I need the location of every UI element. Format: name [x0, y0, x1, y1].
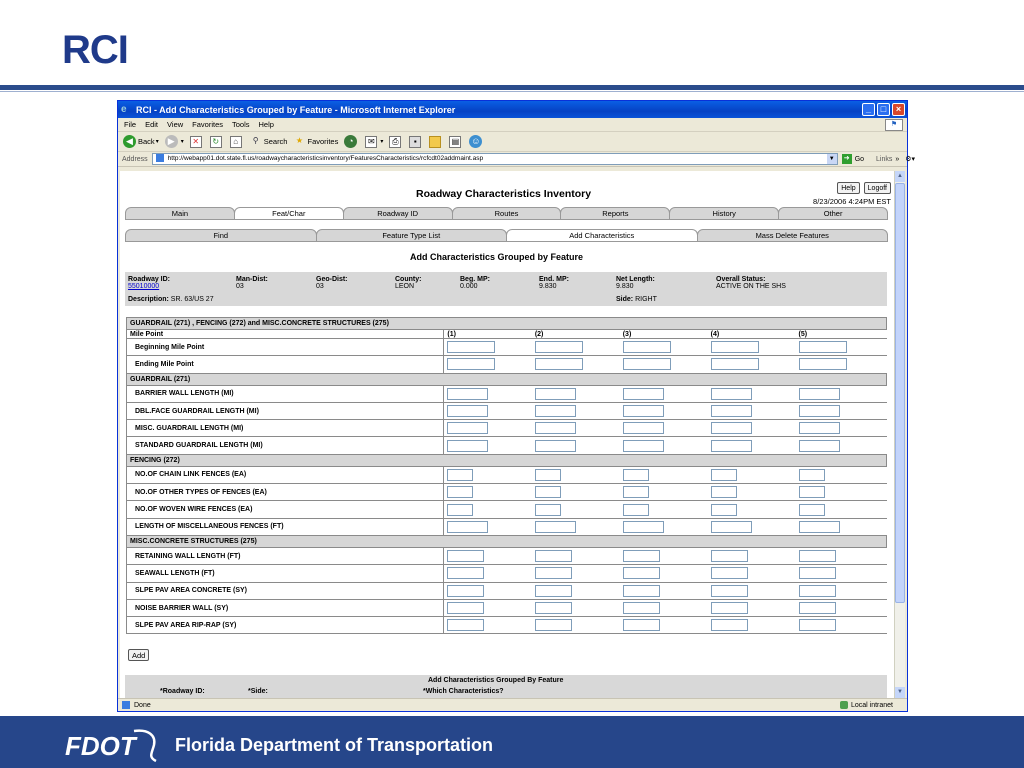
row-label: Ending Mile Point: [127, 356, 444, 373]
tab-other[interactable]: Other: [778, 207, 888, 220]
logoff-button[interactable]: Logoff: [864, 182, 891, 194]
slope-concrete-input[interactable]: [535, 585, 572, 597]
address-input[interactable]: http://webapp01.dot.state.fl.us/roadwaycharacteristicsinventory/FeaturesCharacteristics/rcfcdt02addmaint.asp ▼: [152, 153, 838, 165]
table-row: [127, 501, 887, 518]
table-row: [127, 518, 887, 535]
row-label: NO.OF WOVEN WIRE FENCES (EA): [127, 501, 444, 518]
footer-text: Florida Department of Transportation: [175, 735, 494, 755]
vertical-scrollbar[interactable]: [894, 171, 905, 698]
other-fences-input[interactable]: [711, 486, 737, 498]
misc-guardrail-input[interactable]: [535, 422, 576, 434]
tab-add-characteristics[interactable]: Add Characteristics: [506, 229, 698, 242]
page-title: Roadway Characteristics Inventory: [416, 188, 592, 200]
overall-status-label: Overall Status:: [716, 276, 766, 283]
dbl-face-guardrail-input[interactable]: [623, 405, 664, 417]
misc-fences-input[interactable]: [711, 521, 752, 533]
seawall-input[interactable]: [535, 567, 572, 579]
begin-mp-input-2[interactable]: [535, 341, 583, 353]
maximize-icon[interactable]: □: [877, 103, 890, 116]
tab-mass-delete[interactable]: Mass Delete Features: [697, 229, 889, 242]
group-header: GUARDRAIL (271) , FENCING (272) and MISC.CONCRETE STRUCTURES (275): [127, 318, 887, 330]
man-dist-value: 03: [236, 283, 244, 290]
description-label: Description:: [128, 296, 169, 303]
retaining-wall-input[interactable]: [711, 550, 748, 562]
table-row: [127, 437, 887, 454]
end-mp-input-2[interactable]: [535, 358, 583, 370]
status-bar: [118, 698, 907, 711]
standard-guardrail-input[interactable]: [447, 440, 488, 452]
bottom-form-title: Add Characteristics Grouped By Feature: [428, 677, 564, 684]
misc-guardrail-input[interactable]: [447, 422, 488, 434]
address-label: Address: [122, 155, 148, 163]
noise-barrier-input[interactable]: [799, 602, 836, 614]
standard-guardrail-input[interactable]: [799, 440, 840, 452]
links-button[interactable]: Links: [876, 155, 893, 163]
noise-barrier-input[interactable]: [711, 602, 748, 614]
menu-file[interactable]: File: [124, 120, 137, 129]
table-row: [127, 420, 887, 437]
print-icon: ⎙: [389, 136, 401, 148]
table-row: [127, 356, 887, 373]
tab-feat-char[interactable]: Feat/Char: [234, 207, 344, 220]
end-mp-value: 9.830: [539, 283, 557, 290]
chain-link-input[interactable]: [535, 469, 561, 481]
menu-view[interactable]: View: [167, 120, 184, 129]
tab-routes[interactable]: Routes: [452, 207, 562, 220]
misc-guardrail-input[interactable]: [799, 422, 840, 434]
tab-history[interactable]: History: [669, 207, 779, 220]
scroll-up-icon[interactable]: ▲: [895, 171, 905, 182]
seawall-input[interactable]: [799, 567, 836, 579]
man-dist-label: Man-Dist:: [236, 276, 268, 283]
address-dropdown-icon[interactable]: ▼: [827, 154, 837, 164]
row-label: NO.OF OTHER TYPES OF FENCES (EA): [127, 484, 444, 501]
net-length-label: Net Length:: [616, 276, 655, 283]
woven-wire-input[interactable]: [711, 504, 737, 516]
characteristics-table: [126, 317, 887, 634]
beg-mp-label: Beg. MP:: [460, 276, 490, 283]
beg-mp-value: 0.000: [460, 283, 478, 290]
col-header-2: (2): [532, 330, 620, 339]
search-icon: ⚲: [252, 135, 259, 145]
chain-link-input[interactable]: [447, 469, 473, 481]
bottom-side-label: *Side:: [248, 688, 268, 695]
guardrail-header: GUARDRAIL (271): [127, 373, 887, 385]
row-label: SEAWALL LENGTH (FT): [127, 565, 444, 582]
add-button[interactable]: Add: [128, 649, 149, 661]
table-row: [127, 565, 887, 582]
chain-link-input[interactable]: [799, 469, 825, 481]
barrier-wall-input[interactable]: [447, 388, 488, 400]
go-arrow-icon[interactable]: ➜: [842, 154, 852, 164]
rip-rap-input[interactable]: [447, 619, 484, 631]
go-button[interactable]: Go: [854, 155, 865, 163]
scroll-down-icon[interactable]: ▼: [895, 687, 905, 698]
edit-icon: ▪: [409, 136, 421, 148]
other-fences-input[interactable]: [623, 486, 649, 498]
woven-wire-input[interactable]: [799, 504, 825, 516]
chevron-right-icon[interactable]: »: [895, 155, 900, 163]
geo-dist-label: Geo-Dist:: [316, 276, 348, 283]
page-datetime: 8/23/2006 4:24PM EST: [813, 197, 891, 206]
begin-mp-input-3[interactable]: [623, 341, 671, 353]
end-mp-input-4[interactable]: [711, 358, 759, 370]
woven-wire-input[interactable]: [535, 504, 561, 516]
col-header-1: (1): [444, 330, 532, 339]
begin-mp-input-1[interactable]: [447, 341, 495, 353]
dbl-face-guardrail-input[interactable]: [535, 405, 576, 417]
roadway-id-label: Roadway ID:: [128, 276, 171, 283]
noise-barrier-input[interactable]: [447, 602, 484, 614]
messenger-button[interactable]: [469, 135, 484, 148]
table-row: [127, 547, 887, 564]
row-label: Beginning Mile Point: [127, 339, 444, 356]
row-label: SLPE PAV AREA CONCRETE (SY): [127, 582, 444, 599]
other-fences-input[interactable]: [447, 486, 473, 498]
barrier-wall-input[interactable]: [623, 388, 664, 400]
end-mp-input-5[interactable]: [799, 358, 847, 370]
favorites-button[interactable]: ★ Favorites: [293, 136, 338, 148]
stop-icon: ✕: [190, 136, 202, 148]
print-button[interactable]: [389, 136, 403, 148]
messenger-icon: ☺: [471, 136, 481, 146]
menu-tools[interactable]: Tools: [232, 120, 250, 129]
close-icon[interactable]: ×: [892, 103, 905, 116]
menu-favorites[interactable]: Favorites: [192, 120, 223, 129]
menu-bar: [118, 118, 907, 132]
standard-guardrail-input[interactable]: [711, 440, 752, 452]
row-label: BARRIER WALL LENGTH (MI): [127, 385, 444, 402]
page-icon: [156, 154, 164, 162]
tab-reports[interactable]: Reports: [560, 207, 670, 220]
row-label: MISC. GUARDRAIL LENGTH (MI): [127, 420, 444, 437]
history-icon: ◔: [344, 135, 357, 148]
begin-mp-input-4[interactable]: [711, 341, 759, 353]
toolbar: [118, 132, 907, 152]
misc-guardrail-input[interactable]: [711, 422, 752, 434]
folder-icon: [429, 136, 441, 148]
misc-fences-input[interactable]: [623, 521, 664, 533]
table-row: [127, 617, 887, 634]
dbl-face-guardrail-input[interactable]: [711, 405, 752, 417]
noise-barrier-input[interactable]: [535, 602, 572, 614]
address-bar: [118, 152, 916, 167]
net-length-value: 9.830: [616, 283, 634, 290]
zone-text: Local intranet: [850, 701, 893, 709]
col-header-3: (3): [620, 330, 708, 339]
intranet-icon: [840, 701, 848, 709]
table-row: [127, 402, 887, 419]
rip-rap-input[interactable]: [623, 619, 660, 631]
status-text: Done: [134, 701, 151, 709]
ie-tools-icon[interactable]: ⚙▾: [905, 156, 916, 163]
folder-button[interactable]: [429, 136, 443, 148]
tab-roadway-id[interactable]: Roadway ID: [343, 207, 453, 220]
tabs-divider: [125, 219, 887, 220]
slope-concrete-input[interactable]: [799, 585, 836, 597]
ie-icon: e: [121, 104, 127, 115]
rip-rap-input[interactable]: [535, 619, 572, 631]
scroll-thumb[interactable]: [895, 183, 905, 603]
table-row: [127, 484, 887, 501]
county-label: County:: [395, 276, 422, 283]
slope-concrete-input[interactable]: [447, 585, 484, 597]
row-label: NO.OF CHAIN LINK FENCES (EA): [127, 466, 444, 483]
misc-guardrail-input[interactable]: [623, 422, 664, 434]
refresh-button[interactable]: [210, 136, 224, 148]
browser-window: [117, 100, 916, 712]
misc-fences-input[interactable]: [799, 521, 840, 533]
misc-fences-input[interactable]: [447, 521, 488, 533]
fdot-logo: [64, 727, 162, 763]
woven-wire-input[interactable]: [623, 504, 649, 516]
noise-barrier-input[interactable]: [623, 602, 660, 614]
history-button[interactable]: [344, 135, 359, 148]
retaining-wall-input[interactable]: [799, 550, 836, 562]
mile-point-label: Mile Point: [127, 330, 444, 339]
barrier-wall-input[interactable]: [535, 388, 576, 400]
tab-feature-type-list[interactable]: Feature Type List: [316, 229, 508, 242]
dbl-face-guardrail-input[interactable]: [799, 405, 840, 417]
row-label: STANDARD GUARDRAIL LENGTH (MI): [127, 437, 444, 454]
slope-concrete-input[interactable]: [711, 585, 748, 597]
side-label: Side:: [616, 296, 634, 303]
forward-button[interactable]: ▶ ▾: [165, 135, 184, 148]
roadway-info: [125, 272, 887, 306]
back-arrow-icon: ◀: [123, 135, 136, 148]
security-zone: [840, 701, 893, 709]
window-title: RCI - Add Characteristics Grouped by Feature - Microsoft Internet Explorer: [136, 104, 456, 115]
seawall-input[interactable]: [711, 567, 748, 579]
row-label: NOISE BARRIER WALL (SY): [127, 599, 444, 616]
rip-rap-input[interactable]: [799, 619, 836, 631]
mail-button[interactable]: ✉ ▾: [365, 136, 383, 148]
forward-arrow-icon: ▶: [165, 135, 178, 148]
home-button[interactable]: [230, 136, 244, 148]
retaining-wall-input[interactable]: [447, 550, 484, 562]
end-mp-input-1[interactable]: [447, 358, 495, 370]
back-button[interactable]: ◀ Back ▾: [123, 135, 159, 148]
retaining-wall-input[interactable]: [535, 550, 572, 562]
county-value: LEON: [395, 283, 415, 290]
stop-button[interactable]: [190, 136, 204, 148]
menu-edit[interactable]: Edit: [145, 120, 159, 129]
table-row: [127, 599, 887, 616]
subtabs-divider: [125, 241, 887, 242]
mail-icon: ✉: [365, 136, 377, 148]
end-mp-label: End. MP:: [539, 276, 569, 283]
refresh-icon: ↻: [210, 136, 222, 148]
other-fences-input[interactable]: [799, 486, 825, 498]
star-icon: ★: [295, 135, 304, 145]
dbl-face-guardrail-input[interactable]: [447, 405, 488, 417]
side-value: RIGHT: [635, 296, 657, 303]
table-row: [127, 385, 887, 402]
form-title: Add Characteristics Grouped by Feature: [410, 252, 584, 262]
page-done-icon: [122, 701, 130, 709]
chain-link-input[interactable]: [711, 469, 737, 481]
concrete-header: MISC.CONCRETE STRUCTURES (275): [127, 535, 887, 547]
research-button[interactable]: [449, 136, 463, 148]
row-label: SLPE PAV AREA RIP-RAP (SY): [127, 617, 444, 634]
retaining-wall-input[interactable]: [623, 550, 660, 562]
search-button[interactable]: ⚲ Search: [250, 136, 288, 148]
description-value: SR. 63/US 27: [170, 296, 214, 303]
home-icon: ⌂: [230, 136, 242, 148]
edit-button[interactable]: [409, 136, 423, 148]
title-divider: [0, 85, 1024, 90]
barrier-wall-input[interactable]: [799, 388, 840, 400]
end-mp-input-3[interactable]: [623, 358, 671, 370]
title-divider-thin: [0, 91, 1024, 92]
table-row: [127, 339, 887, 356]
rip-rap-input[interactable]: [711, 619, 748, 631]
table-row: [127, 582, 887, 599]
row-label: DBL.FACE GUARDRAIL LENGTH (MI): [127, 402, 444, 419]
col-header-4: (4): [708, 330, 796, 339]
bottom-form: [125, 675, 887, 698]
row-label: LENGTH OF MISCELLANEOUS FENCES (FT): [127, 518, 444, 535]
page-content: [120, 171, 895, 698]
minimize-icon[interactable]: _: [862, 103, 875, 116]
woven-wire-input[interactable]: [447, 504, 473, 516]
menu-help[interactable]: Help: [258, 120, 274, 129]
seawall-input[interactable]: [447, 567, 484, 579]
help-button[interactable]: Help: [837, 182, 859, 194]
other-fences-input[interactable]: [535, 486, 561, 498]
seawall-input[interactable]: [623, 567, 660, 579]
barrier-wall-input[interactable]: [711, 388, 752, 400]
research-icon: ▤: [449, 136, 461, 148]
windows-flag-icon: ⚑: [885, 119, 903, 131]
standard-guardrail-input[interactable]: [535, 440, 576, 452]
misc-fences-input[interactable]: [535, 521, 576, 533]
fdot-logo-text: FDOT: [65, 731, 136, 761]
standard-guardrail-input[interactable]: [623, 440, 664, 452]
chain-link-input[interactable]: [623, 469, 649, 481]
bottom-roadway-id-label: *Roadway ID:: [160, 688, 205, 695]
tab-find[interactable]: Find: [125, 229, 317, 242]
geo-dist-value: 03: [316, 283, 324, 290]
roadway-id-link[interactable]: 55010000: [128, 283, 160, 290]
col-header-5: (5): [796, 330, 887, 339]
begin-mp-input-5[interactable]: [799, 341, 847, 353]
table-row: [127, 466, 887, 483]
row-label: RETAINING WALL LENGTH (FT): [127, 547, 444, 564]
fencing-header: FENCING (272): [127, 454, 887, 466]
window-titlebar: [118, 101, 907, 118]
overall-status-value: ACTIVE ON THE SHS: [716, 283, 786, 290]
slope-concrete-input[interactable]: [623, 585, 660, 597]
tab-main[interactable]: Main: [125, 207, 235, 220]
slide-title: RCI: [62, 28, 128, 72]
bottom-which-label: *Which Characteristics?: [423, 688, 504, 695]
